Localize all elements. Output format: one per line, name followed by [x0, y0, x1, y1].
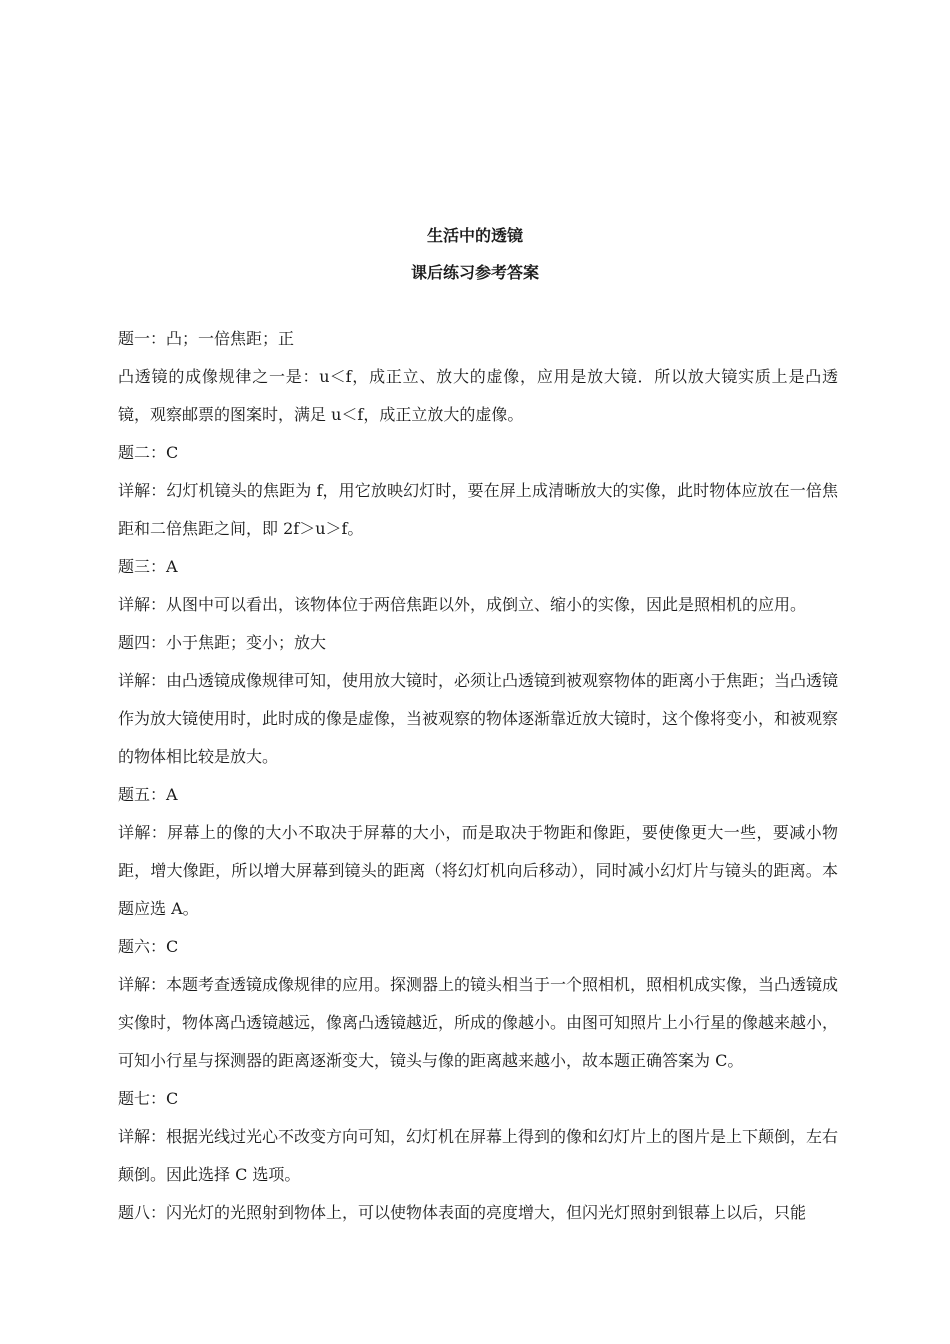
answer-2-explanation: 详解：幻灯机镜头的焦距为 f，用它放映幻灯时，要在屏上成清晰放大的实像，此时物体应放在一倍焦距和二倍焦距之间，即 2f＞u＞f。	[118, 481, 838, 538]
answer-4-heading: 题四：小于焦距；变小；放大	[118, 633, 327, 652]
answer-2-heading: 题二：C	[118, 443, 179, 462]
answer-5-heading: 题五：A	[118, 785, 178, 804]
answer-6-heading: 题六：C	[118, 937, 179, 956]
document-title: 生活中的透镜	[426, 226, 523, 245]
answer-1-heading: 题一：凸；一倍焦距；正	[118, 329, 295, 348]
answer-3-heading: 题三：A	[118, 557, 178, 576]
answer-1-explanation: 凸透镜的成像规律之一是：u＜f，成正立、放大的虚像，应用是放大镜．所以放大镜实质上是凸透镜，观察邮票的图案时，满足 u＜f，成正立放大的虚像。	[118, 367, 838, 424]
answer-5-explanation: 详解：屏幕上的像的大小不取决于屏幕的大小，而是取决于物距和像距，要使像更大一些，要减小物距，增大像距，所以增大屏幕到镜头的距离（将幻灯机向后移动），同时减小幻灯片与镜头的距离。本题应选 A。	[118, 823, 838, 918]
answer-7-heading: 题七：C	[118, 1089, 179, 1108]
answer-4-explanation: 详解：由凸透镜成像规律可知，使用放大镜时，必须让凸透镜到被观察物体的距离小于焦距；当凸透镜作为放大镜使用时，此时成的像是虚像，当被观察的物体逐渐靠近放大镜时，这个像将变小，和被观察的物体相比较是放大。	[118, 671, 839, 766]
document-subtitle: 课后练习参考答案	[410, 263, 539, 282]
answer-6-explanation: 详解：本题考查透镜成像规律的应用。探测器上的镜头相当于一个照相机，照相机成实像，当凸透镜成实像时，物体离凸透镜越远，像离凸透镜越近，所成的像越小。由图可知照片上小行星的像越来越小，可知小行星与探测器的距离逐渐变大，镜头与像的距离越来越小，故本题正确答案为 C。	[118, 975, 839, 1070]
answer-8-heading: 题八：闪光灯的光照射到物体上，可以使物体表面的亮度增大，但闪光灯照射到银幕上以后，只能	[118, 1203, 807, 1222]
answer-7-explanation: 详解：根据光线过光心不改变方向可知，幻灯机在屏幕上得到的像和幻灯片上的图片是上下颠倒，左右颠倒。因此选择 C 选项。	[118, 1127, 839, 1184]
answer-3-explanation: 详解：从图中可以看出，该物体位于两倍焦距以外，成倒立、缩小的实像，因此是照相机的应用。	[118, 595, 807, 614]
answer-body	[118, 320, 838, 1232]
